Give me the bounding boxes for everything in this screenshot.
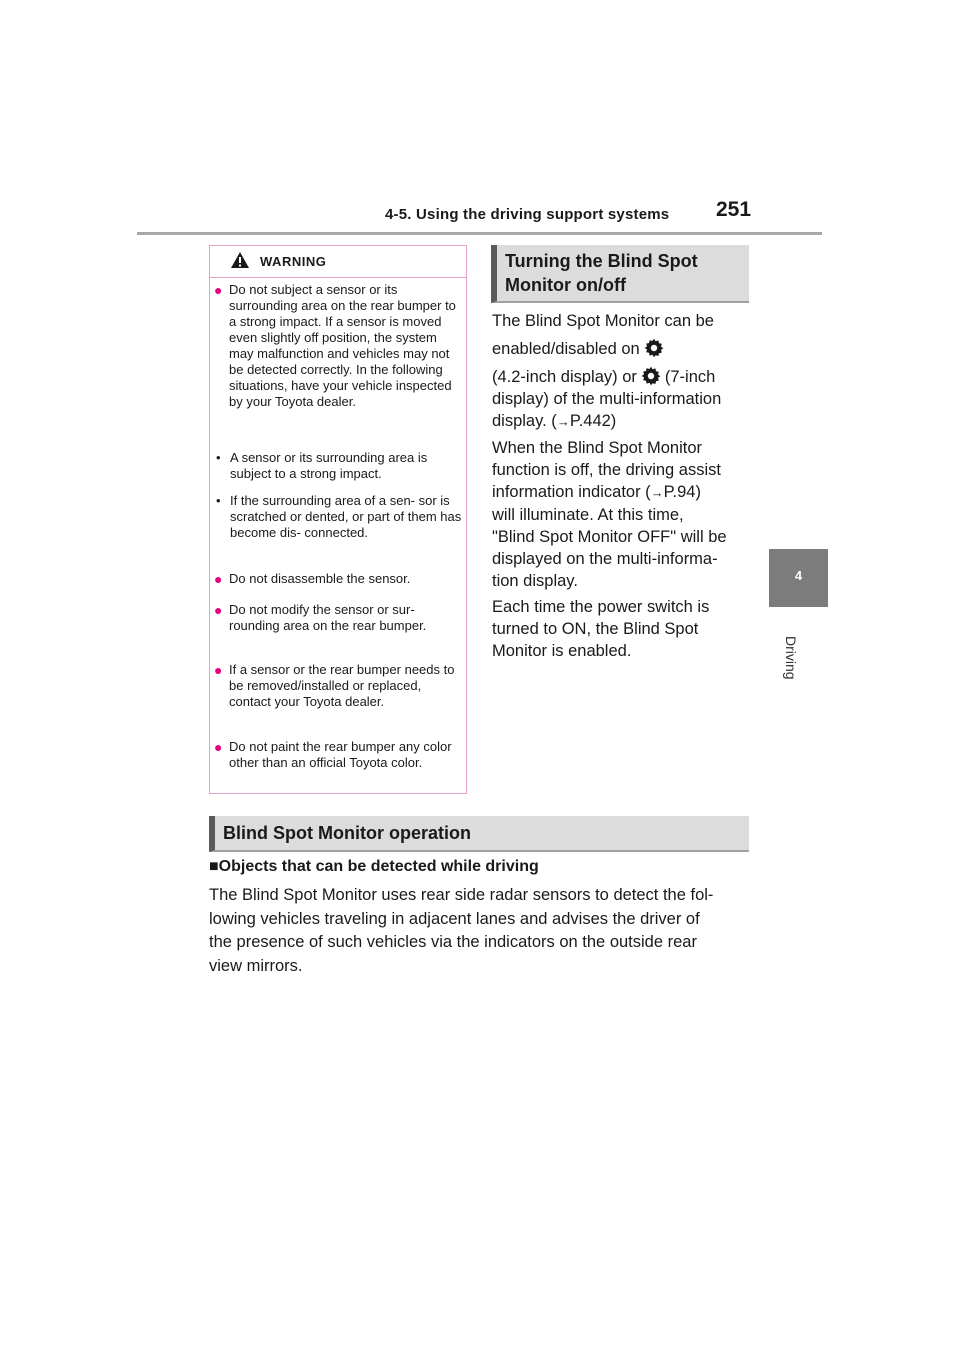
text-line: lowing vehicles traveling in adjacent lanes and advises the driver of xyxy=(209,909,700,928)
page-reference-link[interactable]: P.94) xyxy=(663,483,701,501)
text-line: view mirrors. xyxy=(209,956,303,975)
warning-item xyxy=(214,739,462,771)
sub-heading-text: Objects that can be detected while driving xyxy=(218,858,539,875)
page-number: 251 xyxy=(716,198,752,221)
warning-text: Do not modify the sensor or sur- rounding area on the rear bumper. xyxy=(229,602,427,633)
section-heading-turning xyxy=(491,245,749,303)
bullet-icon: ● xyxy=(214,739,223,755)
warning-subitem xyxy=(216,493,462,541)
text-line: the presence of such vehicles via the indicators on the outside rear xyxy=(209,933,697,951)
bullet-icon: ● xyxy=(214,282,223,298)
warning-text: A sensor or its surrounding area is subject to a strong impact. xyxy=(230,450,428,481)
text-line: will illuminate. At this time, xyxy=(492,506,684,524)
text-line: information indicator ( xyxy=(492,483,651,501)
text-line: display. ( xyxy=(492,412,557,430)
text-line: display) of the multi-information xyxy=(492,390,722,408)
page-reference-link[interactable]: P.442) xyxy=(569,412,617,430)
text-line: displayed on the multi-informa- xyxy=(492,550,718,568)
warning-item xyxy=(214,662,462,710)
warning-triangle-icon xyxy=(230,251,250,269)
text-line: The Blind Spot Monitor can be xyxy=(492,312,714,330)
warning-subitem xyxy=(216,450,462,482)
section-heading-operation xyxy=(209,816,749,852)
section-title: 4-5. Using the driving support systems xyxy=(385,206,670,223)
paragraph-enable xyxy=(492,310,752,433)
text-line: "Blind Spot Monitor OFF" will be xyxy=(492,528,727,546)
warning-box xyxy=(209,245,467,794)
warning-text: If a sensor is moved even slightly off position, the system may malfunction and vehicles may not be detected correctly. xyxy=(229,314,450,377)
paragraph-off-state xyxy=(492,437,752,592)
gear-icon xyxy=(644,338,664,358)
chapter-number: 4 xyxy=(794,568,803,583)
text-line: enabled/disabled on xyxy=(492,340,640,358)
text-line: turned to ON, the Blind Spot xyxy=(492,620,699,638)
warning-text: Do not paint the rear bumper any color other than an official Toyota color. xyxy=(229,739,452,770)
bullet-icon: ● xyxy=(214,602,223,618)
text-line: Each time the power switch is xyxy=(492,598,710,616)
warning-text: In the following situations, have your vehicle inspected by your Toyota dealer. xyxy=(229,362,452,409)
section-heading-text: Blind Spot Monitor operation xyxy=(223,823,471,843)
chapter-label xyxy=(769,636,828,700)
arrow-icon: → xyxy=(650,485,664,500)
warning-text: Do not subject a sensor or its surrounding area on the rear bumper to a strong impact. xyxy=(229,282,456,329)
square-bullet-icon: ■ xyxy=(209,858,219,875)
arrow-icon: → xyxy=(556,414,570,429)
text-line: When the Blind Spot Monitor xyxy=(492,439,703,457)
text-line: Monitor is enabled. xyxy=(492,642,632,660)
text-line: tion display. xyxy=(492,572,578,590)
gear-icon xyxy=(641,366,661,386)
warning-item xyxy=(214,602,462,634)
warning-text: If the surrounding area of a sen- sor is scratched or dented, or part of them has become dis- connected. xyxy=(230,493,462,540)
bullet-icon: ● xyxy=(214,662,223,678)
warning-header xyxy=(210,246,466,278)
bullet-icon: ● xyxy=(214,571,223,587)
warning-text: Do not disassemble the sensor. xyxy=(229,571,411,586)
text-line: function is off, the driving assist xyxy=(492,461,721,479)
warning-text: If a sensor or the rear bumper needs to be removed/installed or replaced, contact your Toyota dealer. xyxy=(229,662,455,709)
sub-heading xyxy=(209,858,539,876)
text-line: (7-inch xyxy=(664,368,716,386)
text-line: The Blind Spot Monitor uses rear side radar sensors to detect the fol- xyxy=(209,886,714,904)
sub-bullet-icon: • xyxy=(216,493,221,508)
warning-item xyxy=(214,571,462,587)
text-line: (4.2-inch display) or xyxy=(492,368,637,386)
warning-label: WARNING xyxy=(260,254,327,269)
operation-body xyxy=(209,884,754,978)
header-rule xyxy=(137,232,822,235)
section-heading-text: Turning the Blind Spot Monitor on/off xyxy=(505,251,698,295)
warning-item xyxy=(214,282,462,410)
chapter-label-text: Driving xyxy=(783,636,799,680)
paragraph-power-on xyxy=(492,596,752,662)
sub-bullet-icon: • xyxy=(216,450,221,465)
